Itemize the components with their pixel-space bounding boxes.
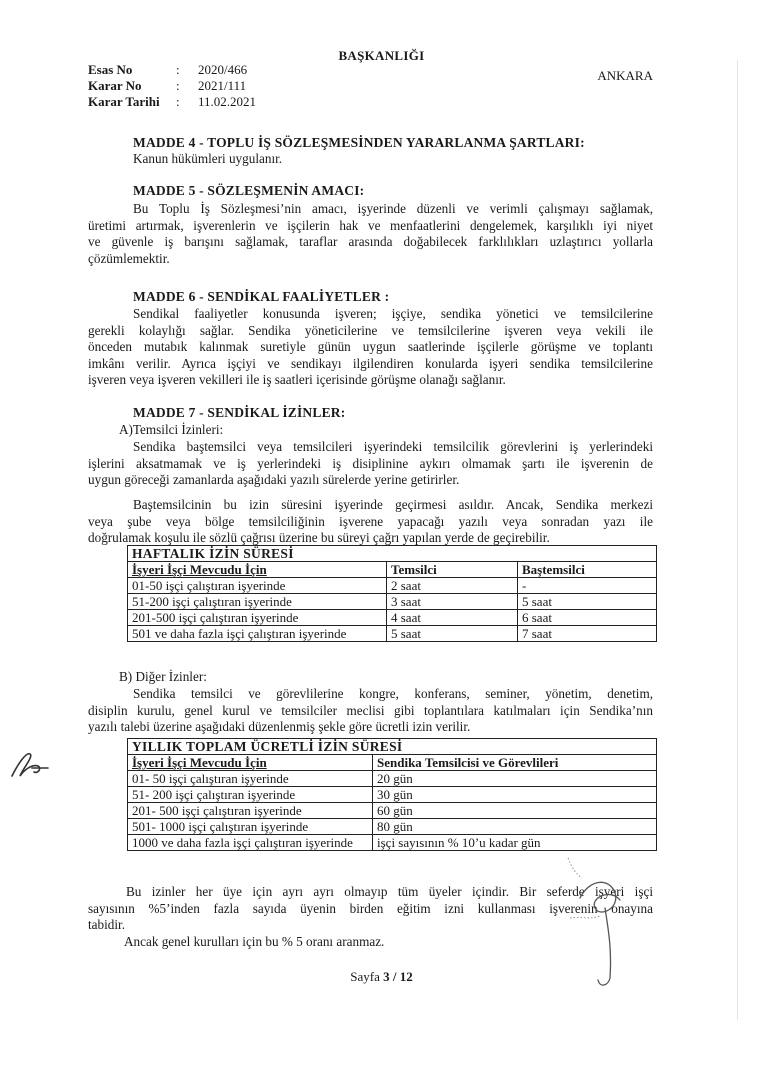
table-row <box>128 787 657 803</box>
table-cell: 7 saat <box>518 626 657 642</box>
meta-row-esas: Esas No : 2020/466 <box>88 62 248 77</box>
table-cell: 51- 200 işçi çalıştıran işyerinde <box>128 787 373 803</box>
madde-6-line: işveren veya işveren vekilleri ile iş saatleri içerisinde görüşme olanağı sağlanır. <box>88 372 506 387</box>
meta-value: 2020/466 <box>198 62 248 77</box>
madde-6-line: imkânı verilir. Ayrıca işçiyi ve sendikayı ilgilendiren konularda işyeri sendika temsilcilerine <box>88 355 653 371</box>
signature-scribble <box>560 838 650 998</box>
madde-7-line: Bu izinler her üye için ayrı ayrı olmayıp tüm üyeler içindir. Bir seferde işyeri işçi <box>126 884 653 899</box>
page-total: 12 <box>399 969 413 984</box>
weekly-leave-table <box>127 545 657 642</box>
column-header: Sendika Temsilcisi ve Görevlileri <box>373 755 657 771</box>
madde-7-line: Sendika baştemsilci veya temsilcileri işyerindeki temsilcilik görevlerini iş yerlerindeki <box>133 439 653 454</box>
meta-row-karar: Karar No : 2021/111 <box>88 78 247 93</box>
table-title-row <box>128 739 657 755</box>
table-cell: 4 saat <box>387 610 518 626</box>
madde-7-heading: MADDE 7 - SENDİKAL İZİNLER: <box>133 405 346 420</box>
diger-izinler-subheading: B) Diğer İzinler: <box>119 669 207 684</box>
table-cell: 80 gün <box>373 819 657 835</box>
table-cell: 01- 50 işçi çalıştıran işyerinde <box>128 771 373 787</box>
madde-7-line: doğrulamak koşulu ile sözlü çağrısı üzerine bu süreyi çağrı yapılan yerde de geçirebilir. <box>88 530 550 545</box>
table-row <box>128 610 657 626</box>
column-header: Temsilci <box>387 562 518 578</box>
meta-label: Esas No <box>88 62 133 77</box>
document-header-title: BAŞKANLIĞI <box>338 48 425 63</box>
madde-7-line: veya şube veya bölge temsilciliğinin işverene yapacağı yazılı veya sonradan yazı ile <box>88 513 653 529</box>
table-row <box>128 594 657 610</box>
table-title: YILLIK TOPLAM ÜCRETLİ İZİN SÜRESİ <box>128 739 657 755</box>
madde-4-text: Kanun hükümleri uygulanır. <box>133 151 283 166</box>
document-city: ANKARA <box>597 68 653 83</box>
madde-5-body <box>88 201 653 267</box>
madde-5-line: ve güvenle iş barışını sağlamak, taraflar arasında doğabilecek farklılıkları uzlaştırıcı yollarla <box>88 234 653 249</box>
table-title: HAFTALIK İZİN SÜRESİ <box>128 546 657 562</box>
temsilci-izinleri-subheading: A)Temsilci İzinleri: <box>119 422 224 437</box>
madde-6-line: önceden mutabık kalınmak suretiyle günün uygun saatlerinde işçilerle görüşme ve toplantı <box>88 339 653 354</box>
madde-7-line: Sendika temsilci ve görevlilerine kongre, konferans, seminer, yönetim, denetim, <box>133 686 653 701</box>
handwritten-initial-mark <box>8 746 52 782</box>
table-cell: 5 saat <box>387 626 518 642</box>
table-cell: 201- 500 işçi çalıştıran işyerinde <box>128 803 373 819</box>
meta-value: 11.02.2021 <box>198 94 257 109</box>
table-header-row <box>128 755 657 771</box>
madde-7-line: uygun göreceği zamanlarda aşağıdaki yazılı sürelerde yerine getirirler. <box>88 472 460 487</box>
table-cell: 3 saat <box>387 594 518 610</box>
meta-label: Karar Tarihi <box>88 94 160 109</box>
madde-7-line: Baştemsilcinin bu izin süresini işyerinde geçirmesi asıldır. Ancak, Sendika merkezi <box>133 497 653 512</box>
meta-row-karar-tarihi: Karar Tarihi : 11.02.2021 <box>88 94 257 109</box>
page-current: 3 <box>383 969 390 984</box>
table-cell: 1000 ve daha fazla işçi çalıştıran işyerinde <box>128 835 373 851</box>
table-cell: 20 gün <box>373 771 657 787</box>
table-cell: 51-200 işçi çalıştıran işyerinde <box>128 594 387 610</box>
table-cell: 5 saat <box>518 594 657 610</box>
madde-5-line: üretimi artırmak, işverenlerin ve işçilerin hak ve menfaatlerini dengelemek, karşılıklı iyi niyet <box>88 217 653 233</box>
page-number: Sayfa 3 / 12 <box>350 969 413 984</box>
table-cell: 01-50 işçi çalıştıran işyerinde <box>128 578 387 594</box>
madde-7-para-3 <box>88 686 653 736</box>
madde-7-line: yazılı talebi üzerine aşağıdaki düzenlenmiş şekle göre ücretli izin verilir. <box>88 719 471 734</box>
madde-5-line: çözümlemektir. <box>88 250 170 266</box>
table-cell: işçi sayısının % 10’u kadar gün <box>373 835 657 851</box>
madde-6-body <box>88 306 653 389</box>
table-cell: 60 gün <box>373 803 657 819</box>
madde-7-line: işlerini aksatmamak ve iş yerlerindeki iş disiplinine aykırı olmamak şartı ile işverenin de <box>88 455 653 471</box>
table-header-row <box>128 562 657 578</box>
madde-7-line: tabidir. <box>88 917 125 932</box>
table-row <box>128 771 657 787</box>
table-title-row <box>128 546 657 562</box>
madde-7-para-5: Ancak genel kurulları için bu % 5 oranı aranmaz. <box>124 934 385 949</box>
table-cell: 30 gün <box>373 787 657 803</box>
meta-value: 2021/111 <box>198 78 247 93</box>
table-row <box>128 578 657 594</box>
madde-5-line: Bu Toplu İş Sözleşmesi’nin amacı, işyerinde düzenli ve verimli çalışmayı sağlamak, <box>133 201 653 216</box>
table-row <box>128 819 657 835</box>
column-header: İşyeri İşçi Mevcudu İçin <box>128 755 373 771</box>
scan-edge-line <box>737 60 738 1020</box>
case-meta-block <box>88 62 256 110</box>
madde-7-line: disiplin kurulu, genel kurul ve temsilciler meclisi gibi toplantılara katılmaları için Sendika’nın <box>88 702 653 718</box>
madde-4-heading: MADDE 4 - TOPLU İŞ SÖZLEŞMESİNDEN YARARLANMA ŞARTLARI: <box>133 135 585 150</box>
table-cell: 201-500 işçi çalıştıran işyerinde <box>128 610 387 626</box>
column-header: Baştemsilci <box>518 562 657 578</box>
table-cell: - <box>518 578 657 594</box>
madde-7-para-2 <box>88 497 653 547</box>
madde-6-line: Sendikal faaliyetler konusunda işveren; işçiye, sendika yönetici ve temsilcilerine <box>133 306 653 321</box>
table-cell: 501- 1000 işçi çalıştıran işyerinde <box>128 819 373 835</box>
meta-label: Karar No <box>88 78 142 93</box>
madde-6-line: gerekli kolaylığı sağlar. Sendika yöneticilerine ve temsilcilerine işveren veya vekili ile <box>88 322 653 338</box>
madde-7-line: sayısının %5’inden fazla sayıda üyenin birden eğitim izni kullanması işverenin onayına <box>88 900 653 916</box>
madde-6-heading: MADDE 6 - SENDİKAL FAALİYETLER : <box>133 289 390 304</box>
table-cell: 501 ve daha fazla işçi çalıştıran işyerinde <box>128 626 387 642</box>
column-header: İşyeri İşçi Mevcudu İçin <box>128 562 387 578</box>
madde-5-heading: MADDE 5 - SÖZLEŞMENİN AMACI: <box>133 183 365 198</box>
yearly-paid-leave-table <box>127 738 657 851</box>
table-cell: 2 saat <box>387 578 518 594</box>
madde-7-para-1 <box>88 439 653 489</box>
table-row <box>128 626 657 642</box>
table-cell: 6 saat <box>518 610 657 626</box>
table-row <box>128 803 657 819</box>
